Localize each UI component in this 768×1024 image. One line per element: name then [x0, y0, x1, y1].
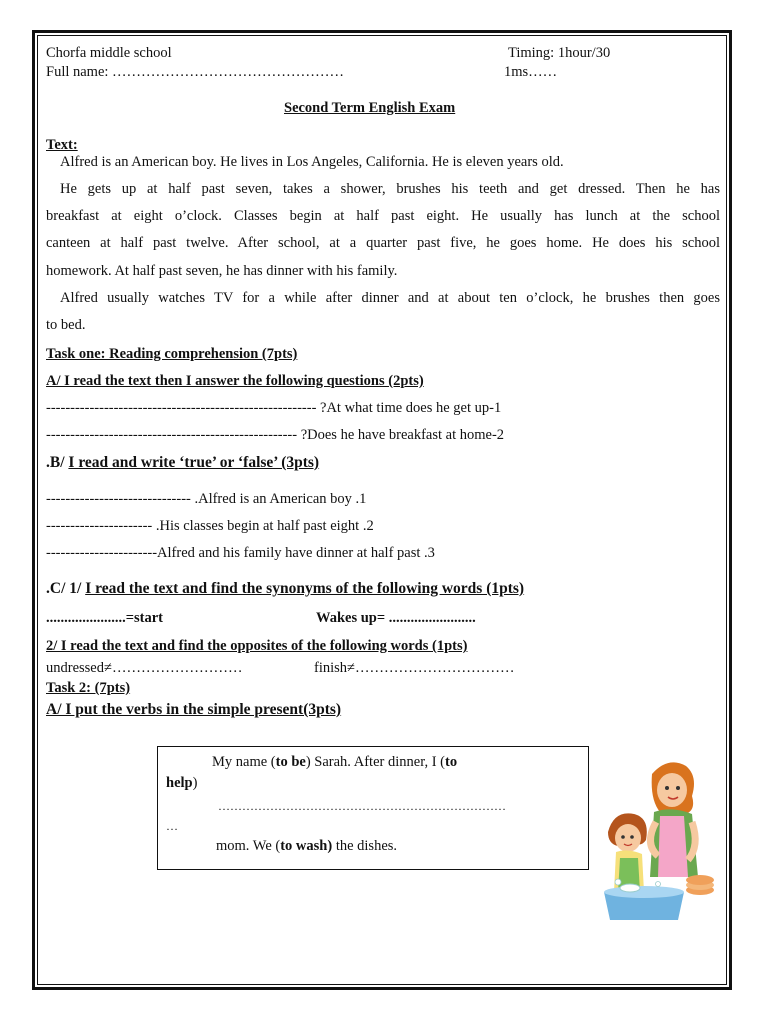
- text-line-3: breakfast at eight o’clock. Classes begin at half past eight. He usually has lunch at the school: [46, 208, 720, 224]
- box-line-3: [216, 837, 397, 855]
- task-two-a-title: A/ I put the verbs in the simple present(3pts): [46, 701, 342, 718]
- text-label: Text:: [46, 137, 78, 153]
- text-line-4: canteen at half past twelve. After school, at a quarter past five, he goes home. He does his school: [46, 235, 720, 251]
- opposite-1: undressed≠………………………: [46, 660, 243, 676]
- text-line-2: He gets up at half past seven, takes a shower, brushes his teeth and get dressed. Then he has: [60, 181, 720, 197]
- task-one-c-heading: [46, 580, 524, 598]
- text-line-5: homework. At half past seven, he has dinner with his family.: [46, 263, 398, 279]
- opposite-2: finish≠……………………………: [314, 660, 515, 676]
- text-line-1: Alfred is an American boy. He lives in Los Angeles, California. He is eleven years old.: [60, 154, 564, 170]
- question-1: -------------------------------------------------------- ?At what time does he get up-1: [46, 400, 502, 416]
- box-verb-help: help: [166, 775, 193, 791]
- box-mom: mom. We (: [216, 838, 281, 854]
- task-one-c-title: I read the text and find the synonyms of the following words (1pts): [85, 580, 525, 597]
- task-one-a-title: A/ I read the text then I answer the following questions (2pts): [46, 373, 424, 389]
- opposites-title: 2/ I read the text and find the opposites of the following words (1pts): [46, 638, 468, 654]
- box-line-1: [212, 753, 457, 771]
- task-one-b-heading: [46, 454, 319, 472]
- exam-title: Second Term English Exam: [284, 100, 456, 116]
- box-verb-to: to: [444, 754, 458, 770]
- text-line-6: Alfred usually watches TV for a while after dinner and at about ten o’clock, he brushes then goes: [60, 290, 720, 306]
- box-verb-to-be: to be: [275, 754, 306, 770]
- box-my-name: My name (: [212, 754, 276, 770]
- box-sarah: ) Sarah. After dinner, I (: [305, 754, 445, 770]
- task-two-title: Task 2: (7pts): [46, 680, 131, 696]
- box-dishes: the dishes.: [332, 838, 398, 854]
- question-2: ---------------------------------------------------- ?Does he have breakfast at home-2: [46, 427, 505, 443]
- box-verb-to-wash: to wash): [280, 838, 333, 854]
- synonym-1: ......................=start: [46, 610, 163, 626]
- statement-2: ---------------------- .His classes begin at half past eight .2: [46, 518, 374, 534]
- task-one-b-title: I read and write ‘true’ or ‘false’ (3pts): [68, 454, 320, 471]
- task-one-title: Task one: Reading comprehension (7pts): [46, 346, 298, 362]
- synonym-2: Wakes up= ........................: [316, 610, 476, 626]
- timing: Timing: 1hour/30: [508, 45, 611, 61]
- box-dots-2: …: [166, 819, 178, 833]
- box-dots: ………………………………………………………………: [218, 799, 506, 813]
- mother-daughter-dishes-illustration: [600, 752, 730, 932]
- box-line-2: [166, 774, 197, 792]
- level-field: 1ms……: [504, 64, 558, 80]
- task-one-b-prefix: .B/: [46, 454, 65, 471]
- task-one-c-prefix: .C/ 1/: [46, 580, 82, 597]
- full-name-field: Full name: …………………………………………: [46, 64, 345, 80]
- school-name: Chorfa middle school: [46, 45, 172, 61]
- text-line-7: to bed.: [46, 317, 86, 333]
- statement-3: -----------------------Alfred and his family have dinner at half past .3: [46, 545, 435, 561]
- statement-1: ------------------------------ .Alfred is an American boy .1: [46, 491, 367, 507]
- box-close-paren: ): [192, 775, 198, 791]
